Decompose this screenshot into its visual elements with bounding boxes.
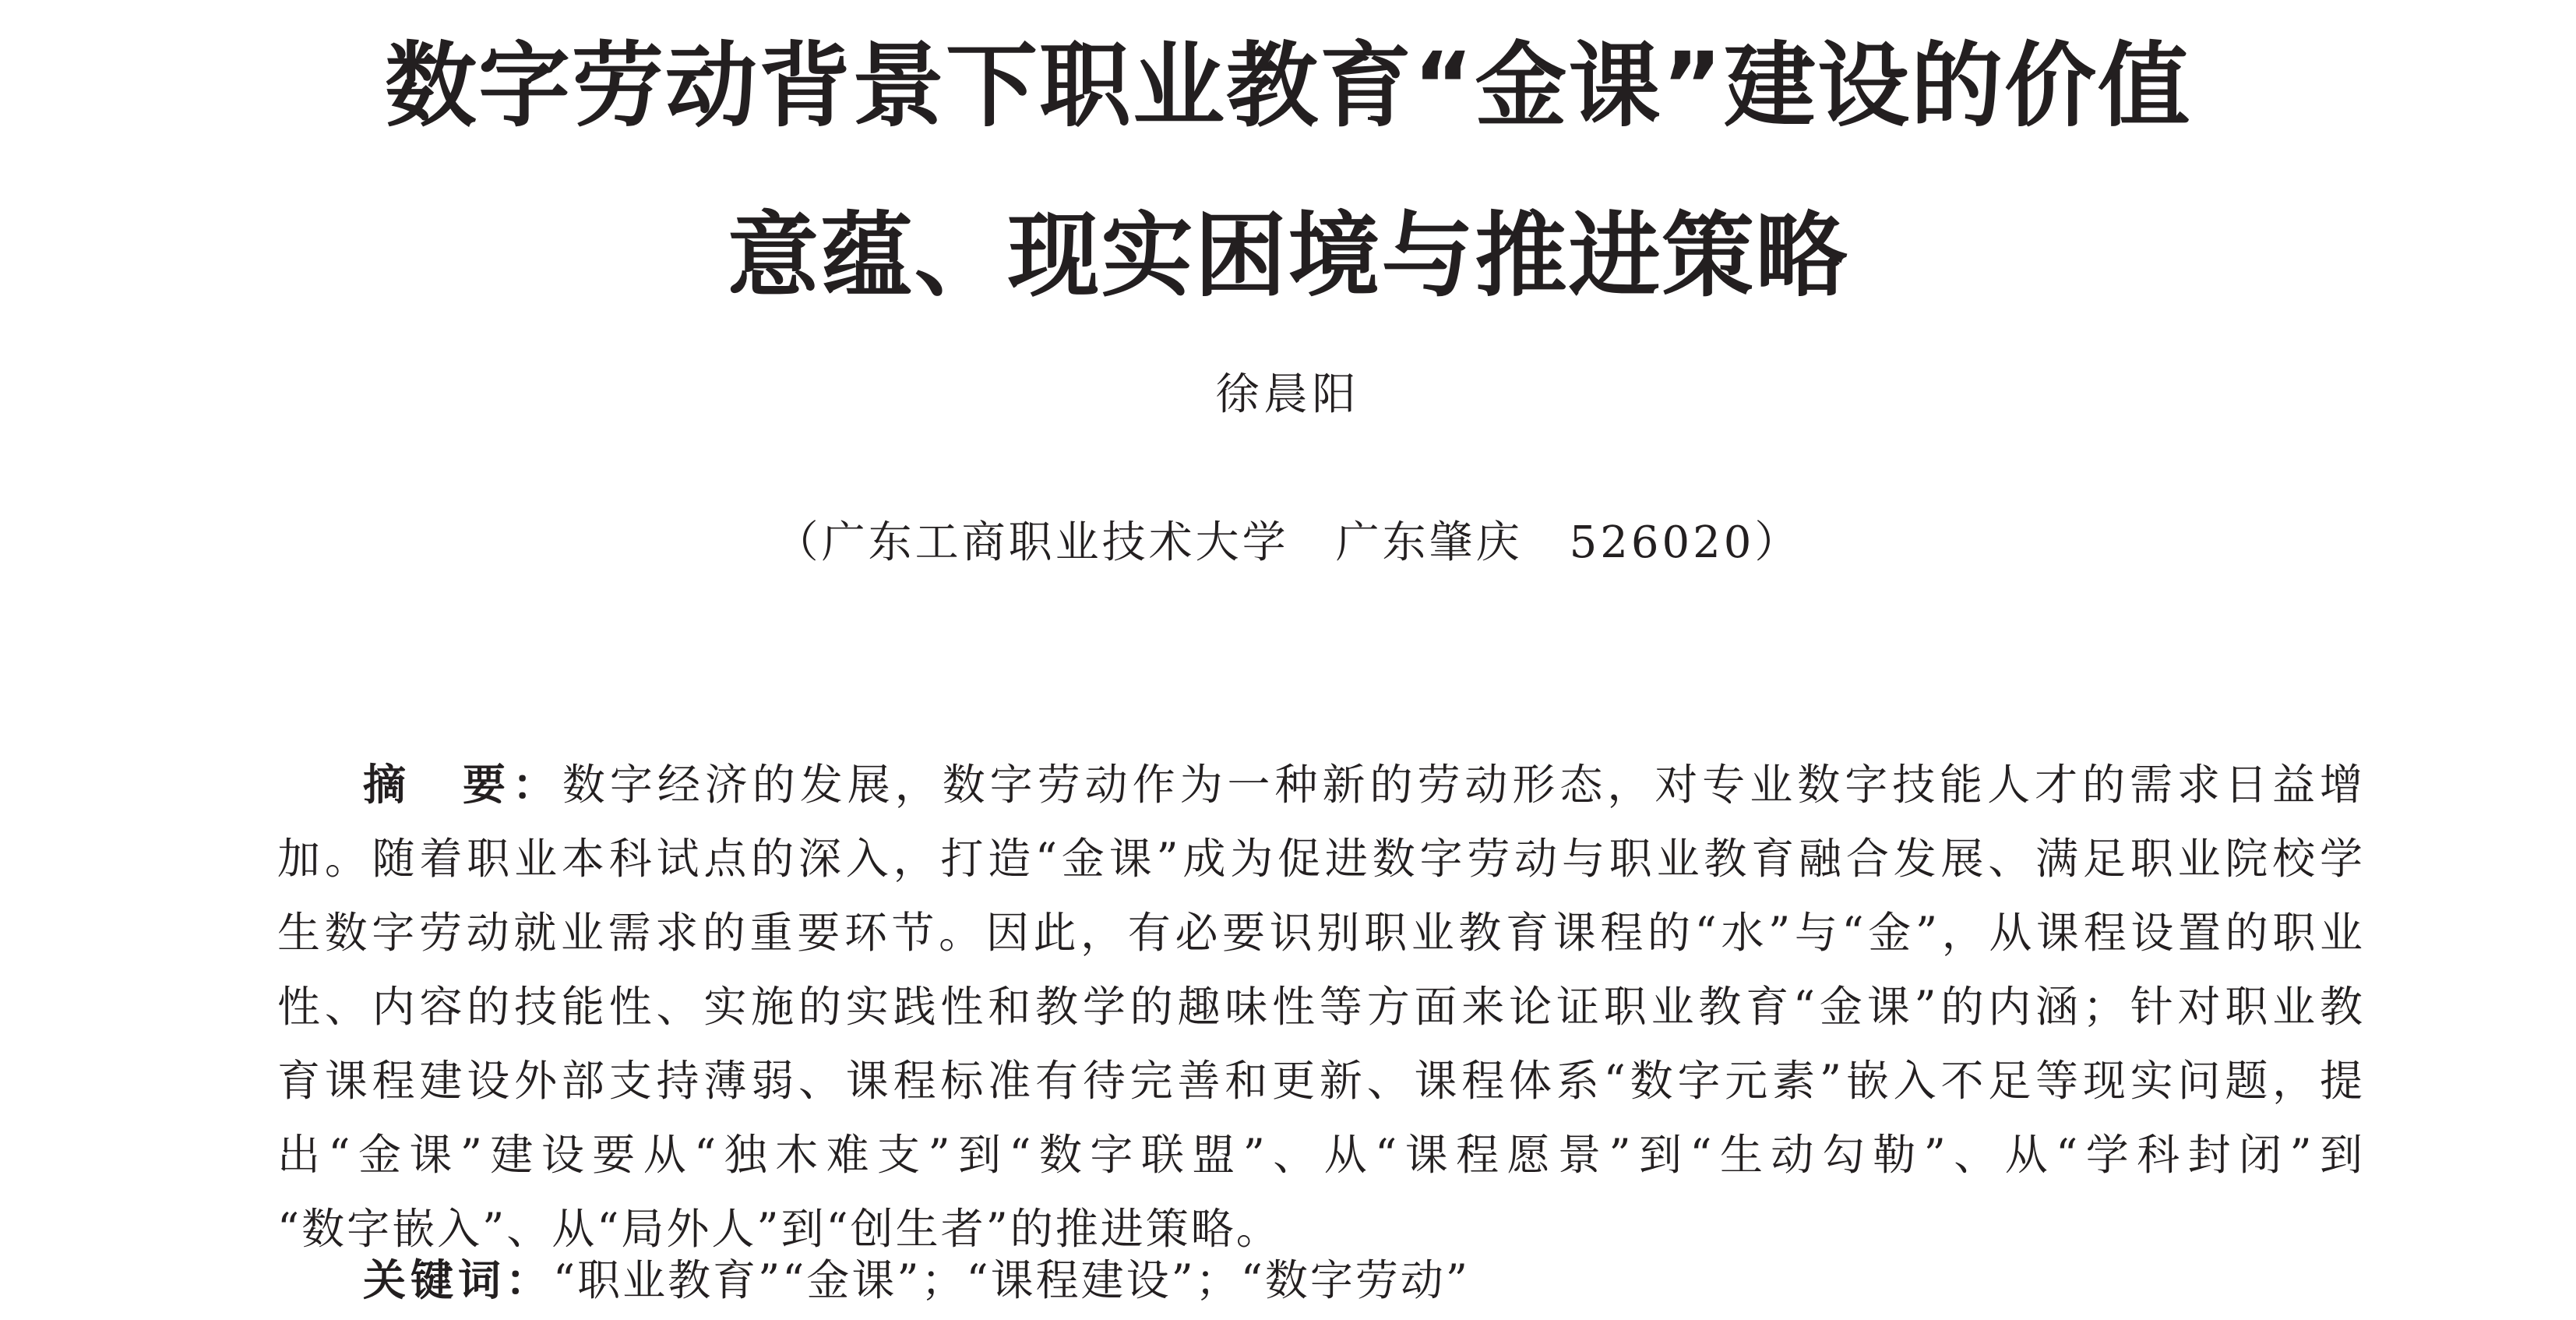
- abstract-text-line: 性、内容的技能性、实施的实践性和教学的趣味性等方面来论证职业教育“金课”的内涵；针对职业教: [277, 982, 2365, 1032]
- paper-title-line-2: 意蕴、现实困境与推进策略: [727, 202, 1849, 309]
- abstract-text-line: “数字嵌入”、从“局外人”到“创生者”的推进策略。: [277, 1204, 1281, 1254]
- abstract-text-line: 育课程建设外部支持薄弱、课程标准有待完善和更新、课程体系“数字元素”嵌入不足等现实问题，提: [277, 1056, 2365, 1106]
- keywords-label: 关键词：: [363, 1255, 554, 1305]
- abstract-line-3: [277, 896, 2365, 970]
- abstract-line-5: [277, 1044, 2365, 1118]
- abstract-label: 摘 要：: [363, 760, 562, 810]
- abstract-line-4: [277, 970, 2365, 1044]
- abstract-text-line: 数字经济的发展，数字劳动作为一种新的劳动形态，对专业数字技能人才的需求日益增: [562, 760, 2365, 810]
- abstract-line-6: [277, 1118, 2365, 1192]
- abstract-text-line: 加。随着职业本科试点的深入，打造“金课”成为促进数字劳动与职业教育融合发展、满足职业院校学: [277, 834, 2365, 884]
- abstract-line-1: [277, 748, 2365, 822]
- abstract-text-line: 生数字劳动就业需求的重要环节。因此，有必要识别职业教育课程的“水”与“金”，从课程设置的职业: [277, 908, 2365, 958]
- author-name: 徐晨阳: [1215, 369, 1361, 420]
- paper-title-line-1: 数字劳动背景下职业教育“金课”建设的价值: [384, 32, 2192, 139]
- keywords-row: [363, 1244, 1470, 1318]
- author-affiliation: （广东工商职业技术大学 广东肇庆 526020）: [774, 517, 1802, 568]
- abstract-line-2: [277, 822, 2365, 896]
- abstract-text-line: 出“金课”建设要从“独木难支”到“数字联盟”、从“课程愿景”到“生动勾勒”、从“学科封闭”到: [277, 1130, 2365, 1180]
- keywords-text: “职业教育”“金课”；“课程建设”；“数字劳动”: [553, 1255, 1470, 1305]
